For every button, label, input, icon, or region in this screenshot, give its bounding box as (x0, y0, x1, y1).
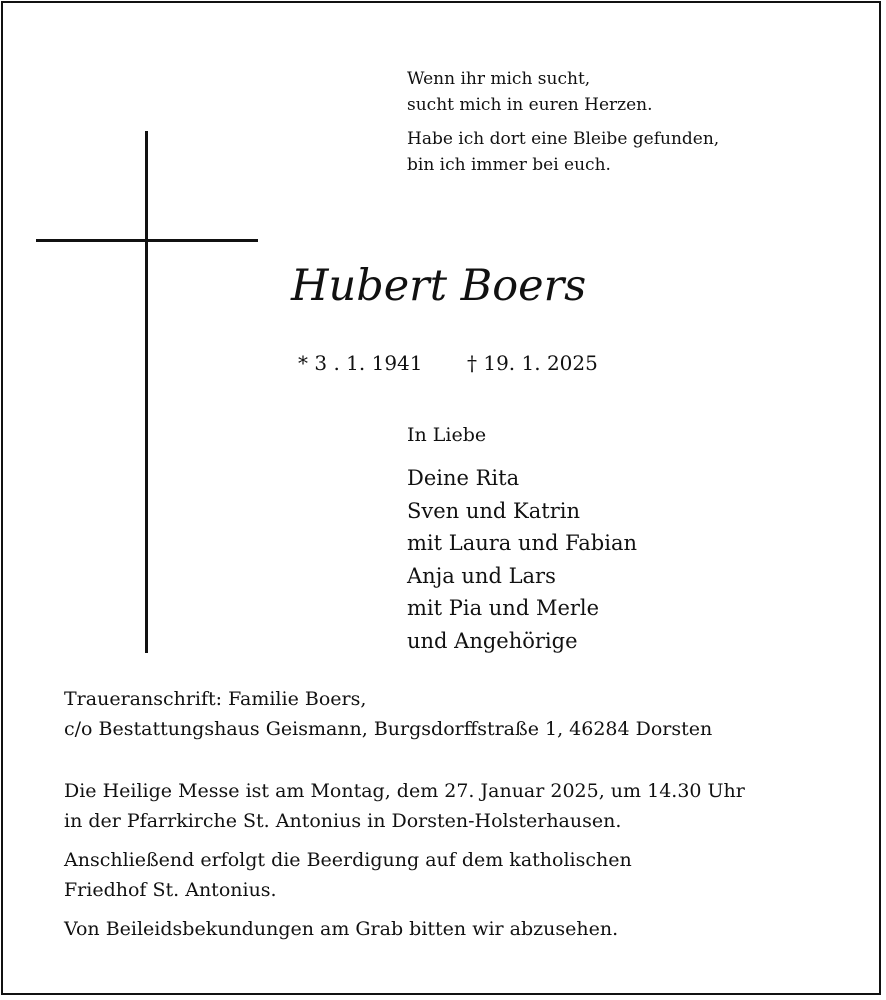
address-line: Traueranschrift: Familie Boers, (64, 688, 367, 710)
info-line: Von Beileidsbekundungen am Grab bitten wir abzusehen. (64, 918, 619, 940)
info-line: in der Pfarrkirche St. Antonius in Dorsten-Holsterhausen. (64, 810, 622, 832)
service-info (64, 776, 745, 953)
family-list (407, 462, 637, 657)
family-member: mit Pia und Merle (407, 596, 600, 620)
death-date: † 19. 1. 2025 (467, 351, 598, 375)
info-line: Friedhof St. Antonius. (64, 879, 277, 901)
cross-icon (145, 131, 148, 653)
family-member: mit Laura und Fabian (407, 531, 638, 555)
poem-line: Wenn ihr mich sucht, (407, 69, 591, 89)
poem-stanza (407, 66, 847, 118)
poem-line: bin ich immer bei euch. (407, 155, 611, 175)
info-line: Die Heilige Messe ist am Montag, dem 27. Januar 2025, um 14.30 Uhr (64, 780, 745, 802)
poem-line: sucht mich in euren Herzen. (407, 95, 653, 115)
birth-date: * 3 . 1. 1941 (298, 351, 423, 375)
poem (407, 66, 847, 186)
burial-paragraph (64, 845, 745, 905)
greeting: In Liebe (407, 424, 487, 446)
poem-line: Habe ich dort eine Bleibe gefunden, (407, 129, 720, 149)
condolence-paragraph (64, 914, 745, 944)
address-line: c/o Bestattungshaus Geismann, Burgsdorffstraße 1, 46284 Dorsten (64, 718, 713, 740)
info-line: Anschließend erfolgt die Beerdigung auf dem katholischen (64, 849, 632, 871)
family-member: Anja und Lars (407, 563, 556, 588)
cross-icon-crossbar (36, 239, 258, 242)
mourning-address (64, 684, 712, 744)
family-member: Sven und Katrin (407, 498, 580, 523)
poem-stanza (407, 126, 847, 178)
deceased-name: Hubert Boers (291, 261, 587, 311)
mass-paragraph (64, 776, 745, 836)
family-member: und Angehörige (407, 628, 578, 653)
family-member: Deine Rita (407, 466, 520, 490)
